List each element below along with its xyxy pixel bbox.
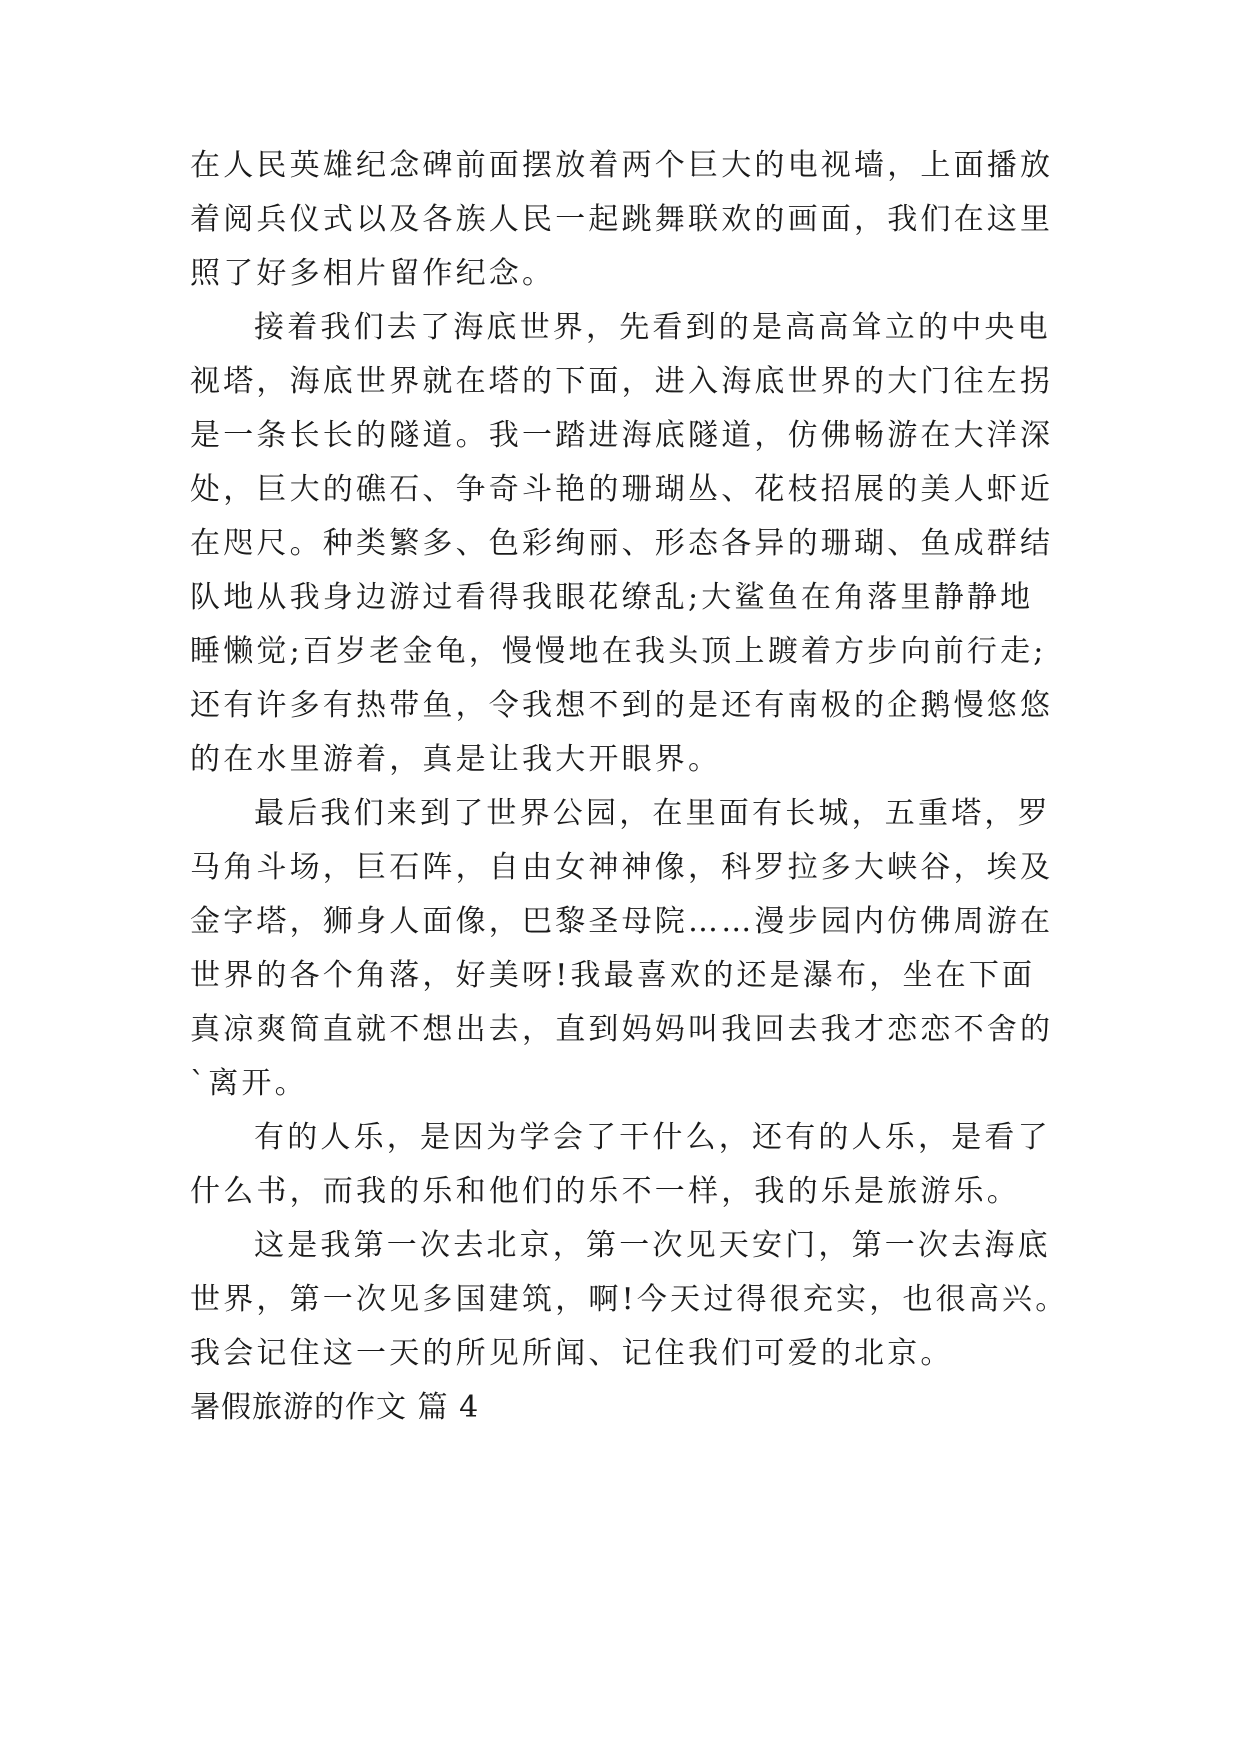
section-heading: 暑假旅游的作文 篇 4 [190, 1390, 480, 1425]
paragraph-line: 视塔，海底世界就在塔的下面，进入海底世界的大门往左拐 [190, 364, 1054, 399]
paragraph-line: 世界的各个角落，好美呀!我最喜欢的还是瀑布，坐在下面 [190, 958, 1036, 993]
paragraph-line: 最后我们来到了世界公园，在里面有长城，五重塔，罗 [254, 796, 1051, 831]
paragraph-line: 世界，第一次见多国建筑，啊!今天过得很充实，也很高兴。 [190, 1282, 1069, 1317]
paragraph-line: 这是我第一次去北京，第一次见天安门，第一次去海底 [254, 1228, 1051, 1263]
paragraph-line: 真凉爽简直就不想出去，直到妈妈叫我回去我才恋恋不舍的 [190, 1012, 1054, 1047]
paragraph-line: 马角斗场，巨石阵，自由女神神像，科罗拉多大峡谷，埃及 [190, 850, 1054, 885]
paragraph-line: 金字塔，狮身人面像，巴黎圣母院……漫步园内仿佛周游在 [190, 904, 1054, 939]
paragraph-line: 什么书，而我的乐和他们的乐不一样，我的乐是旅游乐。 [190, 1174, 1020, 1209]
paragraph-line: 队地从我身边游过看得我眼花缭乱;大鲨鱼在角落里静静地 [190, 580, 1034, 615]
paragraph-line: 在咫尺。种类繁多、色彩绚丽、形态各异的珊瑚、鱼成群结 [190, 526, 1054, 561]
paragraph-line: 我会记住这一天的所见所闻、记住我们可爱的北京。 [190, 1336, 954, 1371]
paragraph-line: 的在水里游着，真是让我大开眼界。 [190, 742, 722, 777]
paragraph-line: 还有许多有热带鱼，令我想不到的是还有南极的企鹅慢悠悠 [190, 688, 1054, 723]
paragraph-line: 有的人乐，是因为学会了干什么，还有的人乐，是看了 [254, 1120, 1051, 1155]
paragraph-line: 照了好多相片留作纪念。 [190, 256, 556, 291]
paragraph-line: 处，巨大的礁石、争奇斗艳的珊瑚丛、花枝招展的美人虾近 [190, 472, 1054, 507]
paragraph-line: 着阅兵仪式以及各族人民一起跳舞联欢的画面，我们在这里 [190, 202, 1054, 237]
paragraph-line: 是一条长长的隧道。我一踏进海底隧道，仿佛畅游在大洋深 [190, 418, 1054, 453]
paragraph-line: 睡懒觉;百岁老金龟，慢慢地在我头顶上踱着方步向前行走; [190, 634, 1047, 669]
paragraph-line: 接着我们去了海底世界，先看到的是高高耸立的中央电 [254, 310, 1051, 345]
paragraph-line: 在人民英雄纪念碑前面摆放着两个巨大的电视墙，上面播放 [190, 148, 1054, 183]
paragraph-line: `离开。 [190, 1066, 308, 1101]
